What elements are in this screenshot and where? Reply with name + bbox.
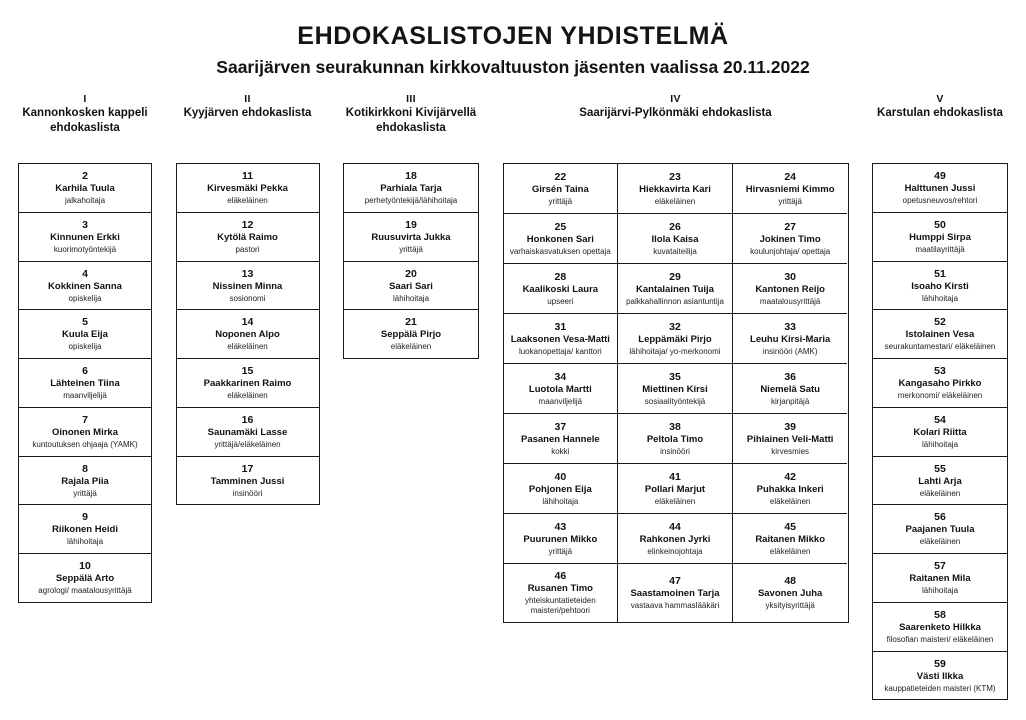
candidate-name: Saari Sari [389,280,433,292]
candidate-name: Kangasaho Pirkko [898,378,982,390]
candidate-number: 42 [784,470,796,483]
candidate-occupation: yrittäjä [548,546,573,556]
candidate-occupation: palkkahallinnon asiantuntija [626,296,724,306]
candidate-entry [873,457,1007,506]
candidate-occupation: lähihoitaja [392,293,430,303]
candidate-occupation: kuvataiteilija [653,246,697,256]
candidate-name: Ruusuvirta Jukka [371,231,451,243]
candidate-entry [344,262,478,311]
candidate-number: 45 [784,520,796,533]
candidate-name: Isoaho Kirsti [911,280,969,292]
candidate-number: 41 [669,470,681,483]
candidate-number: 56 [934,511,946,524]
candidate-name: Tamminen Jussi [210,475,285,487]
candidate-entry [618,514,733,564]
candidate-number: 39 [784,420,796,433]
candidate-name: Kaalikoski Laura [522,283,599,295]
candidate-entry [873,408,1007,457]
candidate-name: Saunamäki Lasse [207,426,288,438]
candidate-number: 51 [934,267,946,280]
candidate-entry [618,264,733,314]
candidate-occupation: yksityisyrittäjä [765,600,815,610]
candidate-name: Oinonen Mirka [52,426,118,438]
candidate-occupation: luokanopettaja/ kanttori [518,346,602,356]
candidate-entry [618,464,733,514]
candidate-occupation: opiskelija [68,293,102,303]
candidate-name: Noponen Alpo [215,329,280,341]
candidate-name: Kytölä Raimo [217,231,278,243]
candidate-entry [504,564,619,622]
candidate-number: 17 [241,462,254,475]
candidate-name: Seppälä Arto [55,573,115,585]
candidate-occupation: perhetyöntekijä/lähihoitaja [364,196,458,205]
candidate-occupation: lähihoitaja [921,586,959,595]
candidate-occupation: insinööri [660,446,690,456]
candidate-entry [177,457,319,505]
candidate-name: Pasanen Hannele [520,433,600,445]
candidate-entry [618,414,733,464]
candidate-name: Pollari Marjut [644,483,706,495]
candidate-number: 19 [405,218,417,231]
candidate-number: 47 [669,574,681,587]
candidate-entry [344,310,478,358]
candidate-number: 28 [554,270,567,283]
candidate-name: Niemelä Satu [760,383,820,395]
candidate-number: 29 [669,270,681,283]
candidate-occupation: kuntoutuksen ohjaaja (YAMK) [32,439,138,449]
candidate-name: Leppämäki Pirjo [638,333,712,345]
candidate-number: 57 [934,560,946,572]
candidate-occupation: eläkeläinen [654,196,696,206]
candidate-number: 36 [784,370,796,383]
candidate-entry [177,262,319,311]
candidate-entry [504,264,619,314]
column-list-name: Kannonkosken kappeli ehdokaslista [22,107,148,135]
column-header-3 [343,92,479,154]
candidate-entry [873,213,1007,262]
candidate-number: 44 [669,520,681,533]
column-header-1 [18,92,152,154]
candidate-name: Lahti Arja [918,475,962,487]
candidate-occupation: insinööri (AMK) [762,346,818,356]
candidate-list-column-1 [18,92,152,603]
candidate-occupation: maatalousyrittäjä [759,296,821,306]
candidate-occupation: kauppatieteiden maisteri (KTM) [884,683,996,693]
candidate-entry [873,262,1007,311]
candidate-occupation: yrittäjä/eläkeläinen [214,439,281,449]
candidate-number: 31 [554,320,567,333]
candidate-name: Riikonen Heidi [52,524,118,536]
column-list-name: Saarijärvi-Pylkönmäki ehdokaslista [579,107,772,120]
candidate-entry [19,554,151,602]
candidate-occupation: kirvesmies [771,446,810,456]
candidate-occupation: insinööri [232,488,263,498]
candidate-list-column-3 [343,92,479,359]
page-title: EHDOKASLISTOJEN YHDISTELMÄ [297,22,729,50]
candidate-number: 53 [934,365,946,377]
candidate-entry [873,554,1007,603]
candidate-name: Puhakka Inkeri [756,483,824,495]
candidate-name: Lähteinen Tiina [50,378,120,390]
candidate-occupation: eläkeläinen [227,196,268,205]
candidate-box-4 [503,163,849,623]
candidate-name: Paajanen Tuula [905,524,975,536]
candidate-box-5 [872,163,1008,700]
candidate-list-column-5 [872,92,1008,700]
candidate-entry [19,505,151,554]
candidate-number: 30 [784,270,796,283]
candidate-occupation: lähihoitaja/ yo-merkonomi [629,346,721,356]
candidate-name: Kuula Eija [62,329,108,341]
column-list-name: Kotikirkkoni Kivijärvellä ehdokaslista [345,107,477,135]
candidate-name: Seppälä Pirjo [380,329,442,341]
candidate-name: Paakkarinen Raimo [203,378,292,390]
candidate-name: Kirvesmäki Pekka [207,183,288,195]
candidate-name: Saarenketo Hilkka [899,621,981,633]
candidate-occupation: sosiaalityöntekijä [644,396,706,406]
candidate-name: Laaksonen Vesa-Matti [510,333,610,345]
candidate-list-column-2 [176,92,320,505]
candidate-entry [504,214,619,264]
candidate-number: 16 [241,413,254,426]
candidate-name: Girsén Taina [531,183,589,195]
candidate-number: 4 [82,267,88,280]
candidate-entry [733,164,848,214]
candidate-entry [344,164,478,213]
candidate-number: 40 [554,470,567,483]
candidate-entry [177,310,319,359]
candidate-number: 54 [934,413,946,426]
candidate-name: Pihlainen Veli-Matti [746,433,834,445]
candidate-number: 12 [241,218,254,231]
candidate-entry [873,164,1007,213]
candidate-name: Rahkonen Jyrki [639,533,711,545]
candidate-number: 13 [241,267,254,280]
candidate-entry [873,359,1007,408]
candidate-number: 46 [554,570,567,582]
candidate-number: 6 [82,365,88,377]
candidate-occupation: yrittäjä [548,196,573,206]
candidate-name: Kinnunen Erkki [50,231,120,243]
candidate-occupation: maanviljelijä [63,391,107,400]
candidate-number: 8 [82,462,88,475]
candidate-entry [618,564,733,622]
candidate-entry [733,214,848,264]
candidate-entry [177,359,319,408]
candidate-name: Hiekkavirta Kari [639,183,711,195]
candidate-number: 37 [554,420,567,433]
candidate-name: Nissinen Minna [212,280,283,292]
candidate-occupation: yrittäjä [399,244,423,254]
candidate-entry [177,408,319,457]
column-roman-numeral: II [244,93,251,105]
candidate-number: 3 [82,218,88,231]
candidate-number: 55 [934,462,946,475]
candidate-occupation: filosofian maisteri/ eläkeläinen [886,634,994,644]
candidate-occupation: eläkeläinen [919,537,961,547]
candidate-occupation: varhaiskasvatuksen opettaja [509,246,611,256]
candidate-entry [618,164,733,214]
candidate-number: 22 [554,170,567,183]
column-roman-numeral: III [406,93,416,105]
candidate-entry [873,603,1007,652]
column-list-name: Karstulan ehdokaslista [877,107,1003,120]
candidate-occupation: merkonomi/ eläkeläinen [897,391,983,400]
candidate-occupation: pastori [235,244,260,254]
candidate-name: Halttunen Jussi [904,183,976,195]
candidate-entry [733,514,848,564]
candidate-occupation: opiskelija [68,342,102,352]
column-roman-numeral: V [936,93,944,105]
candidate-number: 18 [405,170,417,182]
candidate-box-2 [176,163,320,505]
candidate-name: Kolari Riitta [913,426,967,438]
candidate-name: Jokinen Timo [759,233,821,245]
candidate-number: 15 [241,365,254,377]
candidate-entry [504,314,619,364]
candidate-occupation: eläkeläinen [769,496,811,506]
candidate-name: Leuhu Kirsi-Maria [750,333,831,345]
candidate-entry [504,514,619,564]
candidate-occupation: kokki [551,446,570,456]
candidate-name: Humppi Sirpa [909,231,971,243]
candidate-occupation: eläkeläinen [227,391,268,400]
candidate-occupation: upseeri [547,296,574,306]
candidate-number: 25 [554,220,567,233]
candidate-number: 2 [82,170,88,182]
page-subtitle: Saarijärven seurakunnan kirkkovaltuuston jäsenten vaalissa 20.11.2022 [216,57,810,77]
candidate-entry [19,164,151,213]
candidate-occupation: yhteiskuntatieteiden maisteri/pehtoori [524,596,596,615]
candidate-number: 5 [82,316,88,329]
candidate-lists-container [14,92,1012,700]
column-list-name: Kyyjärven ehdokaslista [183,107,312,120]
candidate-number: 23 [669,170,681,183]
candidate-name: Miettinen Kirsi [642,383,708,395]
candidate-number: 43 [554,520,567,533]
candidate-number: 24 [784,170,796,183]
candidate-occupation: eläkeläinen [919,488,961,498]
candidate-number: 26 [669,220,681,233]
candidate-name: Kokkinen Sanna [48,280,122,292]
candidate-name: Puurunen Mikko [523,533,598,545]
candidate-occupation: opetusneuvos/rehtori [902,196,978,205]
candidate-name: Raitanen Mila [909,573,971,585]
candidate-entry [618,314,733,364]
candidate-name: Saastamoinen Tarja [630,588,720,599]
candidate-number: 52 [934,316,946,329]
candidate-number: 9 [82,511,88,524]
candidate-entry [177,213,319,262]
candidate-name: Västi Ilkka [916,670,964,682]
candidate-occupation: kirjanpitäjä [771,396,810,406]
candidate-number: 11 [241,170,254,182]
candidate-number: 34 [554,370,567,383]
candidate-list-column-4 [503,92,849,623]
candidate-entry [618,364,733,414]
candidate-number: 14 [241,316,254,329]
candidate-name: Honkonen Sari [526,233,594,245]
candidate-occupation: lähihoitaja [542,496,579,506]
candidate-number: 21 [405,316,417,329]
column-header-5 [872,92,1008,154]
candidate-occupation: lähihoitaja [921,439,959,449]
column-roman-numeral: IV [670,93,681,105]
candidate-entry [19,262,151,311]
candidate-name: Rajala Piia [61,475,109,487]
candidate-occupation: maatilayrittäjä [915,244,965,254]
candidate-number: 49 [934,170,946,182]
candidate-number: 58 [934,608,946,621]
candidate-occupation: maanviljelijä [538,396,583,406]
candidate-entry [733,564,848,622]
candidate-entry [504,164,619,214]
candidate-name: Istolainen Vesa [905,329,975,341]
candidate-number: 35 [669,370,681,383]
candidate-box-1 [18,163,152,603]
candidate-entry [19,457,151,506]
candidate-name: Kantonen Reijo [755,283,825,295]
candidate-occupation: eläkeläinen [769,546,811,556]
candidate-entry [19,408,151,457]
candidate-number: 32 [669,320,681,333]
candidate-name: Hirvasniemi Kimmo [745,183,835,195]
candidate-occupation: sosionomi [229,293,266,303]
candidate-number: 50 [934,218,946,231]
candidate-occupation: yrittäjä [73,488,97,498]
candidate-number: 38 [669,420,681,433]
candidate-number: 59 [934,657,946,670]
candidate-entry [504,464,619,514]
candidate-entry [873,310,1007,359]
candidate-box-3 [343,163,479,359]
candidate-entry [733,364,848,414]
candidate-name: Peltola Timo [646,433,704,445]
candidate-entry [873,505,1007,554]
candidate-number: 20 [405,267,417,280]
candidate-occupation: lähihoitaja [66,537,104,547]
candidate-name: Raitanen Mikko [755,533,825,545]
candidate-occupation: vastaava hammaslääkäri [630,600,720,610]
column-header-4 [503,92,849,154]
candidate-entry [504,414,619,464]
candidate-name: Pohjonen Eija [528,483,592,495]
candidate-entry [504,364,619,414]
candidate-occupation: kuorimotyöntekijä [53,244,117,254]
candidate-entry [344,213,478,262]
candidate-name: Ilola Kaisa [651,233,699,245]
candidate-name: Rusanen Timo [527,583,593,595]
candidate-entry [19,310,151,359]
candidate-occupation: elinkeinojohtaja [647,546,703,556]
candidate-occupation: koulunjohtaja/ opettaja [750,246,831,256]
candidate-name: Savonen Juha [757,588,823,599]
candidate-entry [873,652,1007,700]
candidate-entry [618,214,733,264]
candidate-number: 7 [82,413,88,426]
column-header-2 [176,92,320,154]
candidate-occupation: eläkeläinen [227,342,268,352]
candidate-entry [733,414,848,464]
candidate-occupation: lähihoitaja [921,293,959,303]
candidate-entry [19,213,151,262]
candidate-number: 10 [79,560,91,572]
candidate-name: Karhila Tuula [55,183,115,195]
candidate-occupation: eläkeläinen [390,342,432,352]
candidate-occupation: agrologi/ maatalousyrittäjä [38,586,132,595]
candidate-number: 33 [784,320,796,333]
column-roman-numeral: I [83,93,87,105]
candidate-number: 48 [784,574,796,587]
candidate-name: Luotola Martti [528,383,592,395]
candidate-occupation: jalkahoitaja [64,196,106,205]
candidate-occupation: seurakuntamestari/ eläkeläinen [884,342,996,352]
candidate-occupation: yrittäjä [778,196,802,206]
candidate-entry [177,164,319,213]
candidate-name: Kantalainen Tuija [636,283,714,295]
candidate-occupation: eläkeläinen [654,496,696,506]
candidate-entry [19,359,151,408]
candidate-entry [733,464,848,514]
candidate-name: Parhiala Tarja [380,183,442,195]
candidate-number: 27 [784,220,796,233]
candidate-entry [733,314,848,364]
candidate-entry [733,264,848,314]
